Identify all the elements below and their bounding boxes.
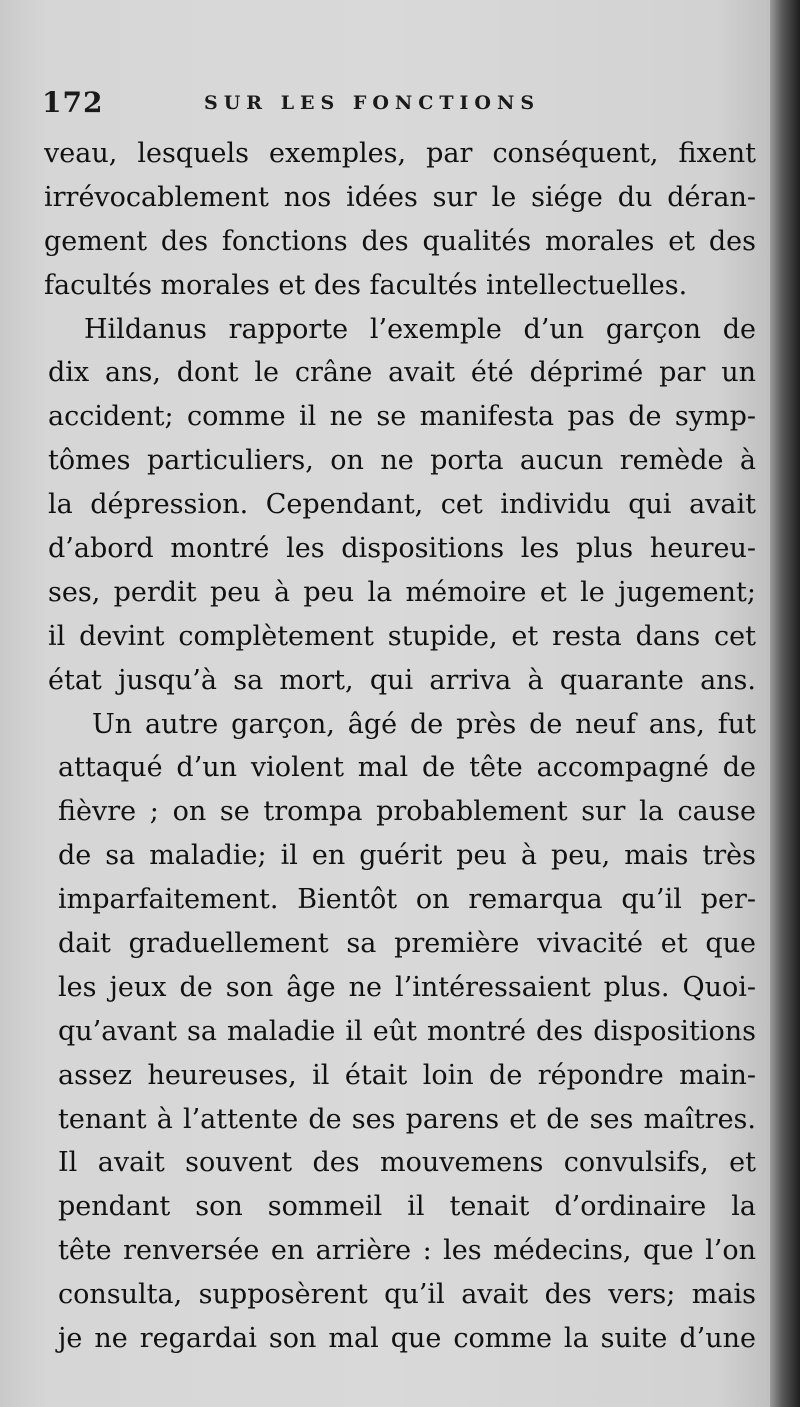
page-number: 172 <box>42 86 104 119</box>
text-line: accident; comme il ne se manifesta pas de symp- <box>48 401 756 433</box>
text-line: qu’avant sa maladie il eût montré des dispositions <box>58 1015 756 1047</box>
paragraph <box>44 308 756 703</box>
text-line: il devint complètement stupide, et resta dans cet <box>48 620 756 652</box>
page-edge-shadow <box>770 0 800 1407</box>
text-line: dait graduellement sa première vivacité et que <box>58 928 756 960</box>
text-line: ses, perdit peu à peu la mémoire et le jugement; <box>48 576 756 608</box>
text-line: gement des fonctions des qualités morales et des <box>44 225 756 257</box>
text-line: consulta, supposèrent qu’il avait des vers; mais <box>58 1279 756 1311</box>
text-line: fièvre ; on se trompa probablement sur la cause <box>58 796 756 828</box>
text-line: attaqué d’un violent mal de tête accompagné de <box>58 752 756 784</box>
text-line: tête renversée en arrière : les médecins, que l’on <box>58 1235 756 1267</box>
body-text <box>44 132 756 1361</box>
text-line: Il avait souvent des mouvemens convulsifs, et <box>58 1147 756 1179</box>
text-line: de sa maladie; il en guérit peu à peu, mais très <box>58 840 756 872</box>
text-line: état jusqu’à sa mort, qui arriva à quarante ans. <box>48 664 756 696</box>
text-line: d’abord montré les dispositions les plus heureu- <box>48 533 756 565</box>
text-line: Hildanus rapporte l’exemple d’un garçon de <box>84 313 756 345</box>
text-line: irrévocablement nos idées sur le siége du déran- <box>44 181 756 213</box>
text-line: veau, lesquels exemples, par conséquent, fixent <box>44 138 756 169</box>
running-head: SUR LES FONCTIONS <box>204 92 541 114</box>
text-line: pendant son sommeil il tenait d’ordinaire la <box>58 1191 756 1223</box>
paragraph <box>44 703 756 1361</box>
paragraph <box>44 132 756 308</box>
text-line: je ne regardai son mal que comme la suite d’une <box>58 1323 756 1355</box>
page-header <box>42 86 742 122</box>
text-line: les jeux de son âge ne l’intéressaient plus. Quoi- <box>58 971 756 1003</box>
text-line: tenant à l’attente de ses parens et de ses maîtres. <box>58 1103 756 1135</box>
text-line: Un autre garçon, âgé de près de neuf ans, fut <box>92 708 756 740</box>
text-line: dix ans, dont le crâne avait été déprimé par un <box>48 357 756 389</box>
text-line: imparfaitement. Bientôt on remarqua qu’il per- <box>58 884 756 916</box>
text-line: tômes particuliers, on ne porta aucun remède à <box>48 445 756 477</box>
text-line: assez heureuses, il était loin de répondre main- <box>58 1059 756 1091</box>
text-line: facultés morales et des facultés intellectuelles. <box>44 269 688 301</box>
text-line: la dépression. Cependant, cet individu qui avait <box>48 489 756 521</box>
